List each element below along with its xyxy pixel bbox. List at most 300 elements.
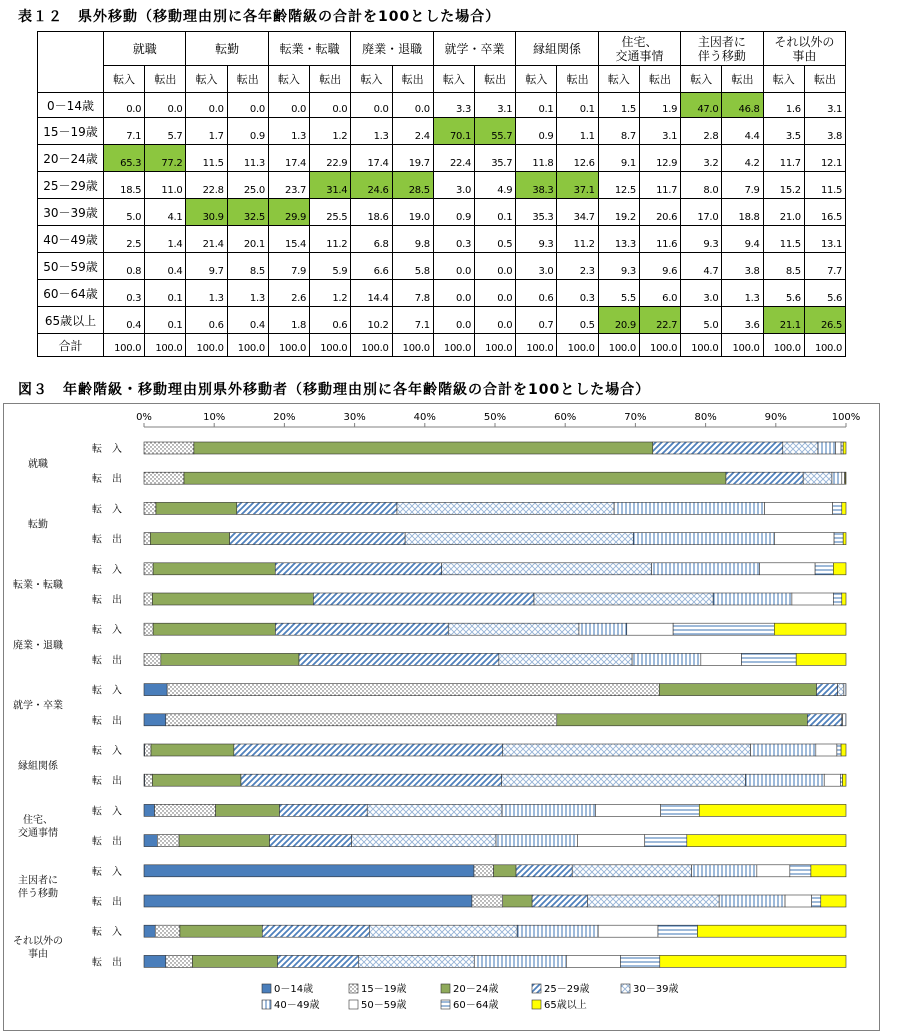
table-cell: 15.2	[763, 172, 804, 199]
group-header-line: 就職	[132, 41, 157, 56]
bar-segment	[843, 533, 846, 545]
bar-segment	[697, 925, 846, 937]
sub-header-out: 転出	[804, 66, 845, 93]
group-header	[681, 32, 763, 66]
table-cell: 3.8	[804, 118, 845, 145]
row-label: 0－14歳	[38, 93, 104, 118]
table-cell: 1.8	[268, 307, 309, 334]
group-header-line: 就学・卒業	[444, 41, 505, 56]
bar-segment	[503, 895, 532, 907]
table-cell: 7.7	[804, 253, 845, 280]
bar-segment	[844, 684, 846, 696]
table-cell: 11.3	[227, 145, 268, 172]
table-cell: 16.5	[804, 199, 845, 226]
table-cell: 77.2	[145, 145, 186, 172]
sub-header-out: 転出	[145, 66, 186, 93]
table-cell: 22.9	[310, 145, 351, 172]
bar-segment	[369, 925, 517, 937]
table-cell: 0.0	[310, 93, 351, 118]
group-label	[13, 699, 63, 712]
table-cell: 9.6	[639, 253, 680, 280]
bar-segment	[155, 925, 180, 937]
bar-segment	[405, 533, 633, 545]
table-cell: 0.6	[516, 280, 557, 307]
x-tick-label: 100%	[831, 412, 861, 423]
bar-segment	[144, 835, 157, 847]
table-cell: 6.8	[351, 226, 392, 253]
bar-segment	[659, 684, 816, 696]
table-cell: 12.9	[639, 145, 680, 172]
table-cell: 1.1	[557, 118, 598, 145]
bar-segment	[824, 774, 840, 786]
bar-segment	[692, 865, 757, 877]
group-label-line: 転業・転職	[13, 579, 63, 591]
bar-segment	[816, 744, 837, 756]
bar-segment	[157, 835, 179, 847]
table-cell: 0.0	[475, 253, 516, 280]
table-cell: 100.0	[516, 334, 557, 357]
stacked-bar	[144, 623, 846, 635]
table-cell: 0.9	[227, 118, 268, 145]
table-cell: 21.1	[763, 307, 804, 334]
sub-header-in: 転入	[351, 66, 392, 93]
stacked-bar	[144, 895, 846, 907]
bar-label: 転 出	[92, 957, 122, 969]
x-tick-label: 0%	[136, 412, 152, 423]
table-cell: 7.1	[392, 307, 433, 334]
group-label	[18, 873, 58, 899]
sub-header-in: 転入	[104, 66, 145, 93]
row-label: 15－19歳	[38, 118, 104, 145]
table-cell: 0.0	[475, 280, 516, 307]
bar-segment	[620, 955, 659, 967]
stacked-bar	[144, 744, 846, 756]
bar-segment	[760, 563, 815, 575]
stacked-bar	[144, 533, 846, 545]
sub-header-out: 転出	[557, 66, 598, 93]
sub-header-out: 転出	[227, 66, 268, 93]
bar-segment	[701, 653, 742, 665]
bar-segment	[234, 744, 503, 756]
table-cell: 9.1	[598, 145, 639, 172]
table-cell: 1.6	[763, 93, 804, 118]
group-label-line: 転勤	[28, 519, 48, 531]
table-cell: 0.4	[145, 253, 186, 280]
bar-segment	[807, 714, 841, 726]
bar-segment	[144, 714, 166, 726]
legend-item	[621, 982, 678, 995]
table-cell: 0.6	[186, 307, 227, 334]
bar-segment	[448, 623, 579, 635]
bar-segment	[144, 502, 156, 514]
legend-label: 20－24歳	[453, 984, 499, 995]
bar-segment	[811, 865, 846, 877]
bar-segment	[572, 865, 691, 877]
table-cell: 5.0	[681, 307, 722, 334]
table-cell: 11.5	[186, 145, 227, 172]
group-header-line: それ以外の	[774, 34, 835, 49]
bar-segment	[833, 593, 841, 605]
table-cell: 19.0	[392, 199, 433, 226]
bar-segment	[818, 442, 836, 454]
bar-label: 転 出	[92, 534, 122, 546]
table-cell: 0.4	[104, 307, 145, 334]
table-cell: 0.5	[475, 226, 516, 253]
table-cell: 100.0	[104, 334, 145, 357]
bar-segment	[764, 502, 832, 514]
bar-segment	[155, 804, 216, 816]
table-cell: 3.6	[722, 307, 763, 334]
table-cell: 1.3	[186, 280, 227, 307]
table-cell: 8.5	[227, 253, 268, 280]
table-cell: 100.0	[392, 334, 433, 357]
group-header-line: 廃業・退職	[362, 41, 423, 56]
group-label-line: それ以外の	[13, 935, 63, 947]
row-label: 合計	[38, 334, 104, 357]
table-cell: 0.0	[186, 93, 227, 118]
table-row	[38, 334, 846, 357]
table-cell: 0.8	[104, 253, 145, 280]
bar-segment	[145, 744, 151, 756]
table-cell: 11.7	[763, 145, 804, 172]
group-label	[18, 814, 58, 839]
table-cell: 30.9	[186, 199, 227, 226]
legend-label: 65歳以上	[544, 1000, 587, 1011]
group-header-line: 転勤	[215, 41, 240, 56]
bar-segment	[144, 653, 161, 665]
table-cell: 100.0	[351, 334, 392, 357]
table-cell: 3.1	[475, 93, 516, 118]
table-cell: 35.3	[516, 199, 557, 226]
bar-segment	[499, 653, 632, 665]
table-cell: 25.0	[227, 172, 268, 199]
bar-segment	[145, 774, 153, 786]
row-label: 30－39歳	[38, 199, 104, 226]
table-cell: 5.6	[804, 280, 845, 307]
bar-segment	[658, 925, 697, 937]
table-cell: 2.8	[681, 118, 722, 145]
bar-segment	[534, 593, 713, 605]
bar-segment	[532, 895, 587, 907]
legend-item	[532, 998, 587, 1011]
table-cell: 9.7	[186, 253, 227, 280]
bar-segment	[144, 865, 474, 877]
group-header	[598, 32, 680, 66]
legend-label: 50－59歳	[361, 1000, 407, 1011]
table-cell: 0.3	[433, 226, 474, 253]
row-label: 20－24歳	[38, 145, 104, 172]
table-cell: 4.2	[722, 145, 763, 172]
table-cell: 100.0	[186, 334, 227, 357]
bar-segment	[835, 442, 841, 454]
stacked-bar	[144, 774, 846, 786]
bar-segment	[516, 865, 572, 877]
table-row	[38, 280, 846, 307]
bar-segment	[792, 593, 833, 605]
bar-segment	[166, 714, 557, 726]
bar-segment	[153, 563, 275, 575]
table-cell: 32.5	[227, 199, 268, 226]
group-label-line: 住宅、	[23, 815, 53, 826]
table-cell: 70.1	[433, 118, 474, 145]
bar-segment	[742, 653, 797, 665]
table-cell: 37.1	[557, 172, 598, 199]
bar-segment	[673, 623, 774, 635]
bar-segment	[785, 895, 812, 907]
table-cell: 20.6	[639, 199, 680, 226]
group-header	[268, 32, 350, 66]
stacked-bar	[144, 925, 846, 937]
table-cell: 1.7	[186, 118, 227, 145]
table-cell: 0.7	[516, 307, 557, 334]
bar-segment	[842, 774, 846, 786]
table-cell: 8.0	[681, 172, 722, 199]
row-label: 25－29歳	[38, 172, 104, 199]
legend	[262, 982, 678, 1011]
group-header	[516, 32, 598, 66]
legend-label: 25－29歳	[544, 984, 590, 995]
legend-item	[441, 998, 498, 1011]
table-cell: 18.6	[351, 199, 392, 226]
bar-segment	[216, 804, 280, 816]
table-cell: 25.5	[310, 199, 351, 226]
x-tick-label: 80%	[694, 412, 717, 423]
table-cell: 4.4	[722, 118, 763, 145]
table-cell: 1.2	[310, 118, 351, 145]
bar-segment	[474, 955, 566, 967]
group-label-line: 就職	[28, 459, 48, 471]
legend-swatch	[532, 1000, 541, 1009]
table-cell: 22.4	[433, 145, 474, 172]
legend-item	[532, 982, 589, 995]
group-label-line: 交通事情	[18, 828, 58, 839]
x-tick-label: 60%	[554, 412, 577, 423]
table-cell: 19.7	[392, 145, 433, 172]
legend-swatch	[621, 984, 630, 993]
bar-segment	[614, 502, 764, 514]
table-cell: 24.6	[351, 172, 392, 199]
table-cell: 5.6	[763, 280, 804, 307]
bar-label: 転 入	[92, 504, 122, 516]
bar-label: 転 入	[92, 444, 122, 455]
table-cell: 21.4	[186, 226, 227, 253]
table-cell: 100.0	[639, 334, 680, 357]
table-cell: 7.9	[268, 253, 309, 280]
bar-segment	[726, 472, 803, 484]
legend-item	[349, 998, 406, 1011]
bar-segment	[837, 744, 841, 756]
bar-segment	[180, 925, 262, 937]
bar-segment	[838, 684, 844, 696]
sub-header-in: 転入	[763, 66, 804, 93]
stacked-bar	[144, 442, 846, 454]
bar-segment	[144, 442, 194, 454]
bar-segment	[275, 623, 448, 635]
table-cell: 0.9	[516, 118, 557, 145]
bar-segment	[840, 774, 842, 786]
bar-segment	[803, 472, 832, 484]
table-cell: 31.4	[310, 172, 351, 199]
bar-segment	[397, 502, 614, 514]
table-cell: 17.4	[351, 145, 392, 172]
bar-segment	[842, 714, 846, 726]
table-cell: 38.3	[516, 172, 557, 199]
x-axis	[136, 412, 860, 427]
bar-segment	[352, 835, 496, 847]
bar-segment	[237, 502, 397, 514]
bar-segment	[152, 593, 313, 605]
table-cell: 28.5	[392, 172, 433, 199]
bar-label: 転 出	[92, 655, 122, 667]
bar-segment	[144, 684, 167, 696]
table-cell: 12.6	[557, 145, 598, 172]
bar-segment	[144, 895, 472, 907]
x-tick-label: 40%	[413, 412, 436, 423]
bar-segment	[557, 714, 808, 726]
table-heading: 表１２ 県外移動（移動理由別に各年齢階級の合計を100とした場合）	[18, 9, 501, 25]
bar-segment	[358, 955, 474, 967]
table-cell: 47.0	[681, 93, 722, 118]
group-header-line: 伴う移動	[697, 48, 746, 63]
bar-segment	[577, 835, 644, 847]
table-cell: 2.4	[392, 118, 433, 145]
legend-label: 0－14歳	[274, 984, 314, 995]
stacked-bar	[144, 684, 846, 696]
bar-segment	[842, 502, 846, 514]
bar-segment	[783, 442, 818, 454]
table-cell: 65.3	[104, 145, 145, 172]
table-cell: 19.2	[598, 199, 639, 226]
bar-segment	[821, 895, 846, 907]
bar-segment	[845, 472, 846, 484]
bar-segment	[166, 955, 193, 967]
stats-table	[37, 31, 846, 357]
sub-header-in: 転入	[516, 66, 557, 93]
row-label: 50－59歳	[38, 253, 104, 280]
table-cell: 11.5	[804, 172, 845, 199]
bar-segment	[817, 684, 838, 696]
group-label	[13, 578, 63, 591]
bar-segment	[774, 623, 846, 635]
table-cell: 0.0	[227, 93, 268, 118]
group-label	[28, 518, 48, 531]
table-cell: 0.1	[475, 199, 516, 226]
table-cell: 3.2	[681, 145, 722, 172]
legend-item	[349, 982, 406, 995]
table-cell: 5.9	[310, 253, 351, 280]
figure-frame	[3, 403, 880, 1031]
table-cell: 0.9	[433, 199, 474, 226]
group-header	[763, 32, 845, 66]
table-cell: 21.0	[763, 199, 804, 226]
group-label-line: 就学・卒業	[13, 700, 63, 712]
sub-header-out: 転出	[310, 66, 351, 93]
table-cell: 11.5	[763, 226, 804, 253]
table-row	[38, 118, 846, 145]
table-cell: 0.1	[145, 280, 186, 307]
table-cell: 13.3	[598, 226, 639, 253]
table-cell: 46.8	[722, 93, 763, 118]
bar-segment	[502, 804, 595, 816]
bar-segment	[652, 563, 760, 575]
bar-segment	[278, 955, 359, 967]
stacked-bar	[144, 714, 846, 726]
bar-segment	[167, 684, 659, 696]
bar-segment	[653, 442, 783, 454]
x-tick-label: 30%	[343, 412, 366, 423]
table-cell: 15.4	[268, 226, 309, 253]
table-cell: 1.3	[268, 118, 309, 145]
bar-segment	[279, 804, 367, 816]
bar-segment	[144, 804, 155, 816]
bar-segment	[153, 623, 275, 635]
table-cell: 8.5	[763, 253, 804, 280]
bar-segment	[270, 835, 352, 847]
group-header	[351, 32, 433, 66]
x-tick-label: 70%	[624, 412, 647, 423]
group-header-line: 事由	[792, 48, 817, 63]
table-cell: 9.4	[722, 226, 763, 253]
table-cell: 100.0	[557, 334, 598, 357]
sub-header-out: 転出	[639, 66, 680, 93]
table-cell: 35.7	[475, 145, 516, 172]
bar-segment	[230, 533, 406, 545]
table-cell: 1.3	[227, 280, 268, 307]
table-cell: 20.9	[598, 307, 639, 334]
x-tick-label: 90%	[764, 412, 787, 423]
table-cell: 34.7	[557, 199, 598, 226]
table-cell: 0.3	[104, 280, 145, 307]
bar-label: 転 入	[92, 927, 122, 939]
table-cell: 1.4	[145, 226, 186, 253]
bar-segment	[472, 895, 503, 907]
table-cell: 0.0	[392, 93, 433, 118]
sub-header-out: 転出	[392, 66, 433, 93]
bar-segment	[313, 593, 534, 605]
table-cell: 0.0	[433, 280, 474, 307]
table-cell: 9.3	[681, 226, 722, 253]
group-label	[13, 638, 63, 651]
table-cell: 11.2	[557, 226, 598, 253]
table-row	[38, 93, 846, 118]
table-cell: 8.7	[598, 118, 639, 145]
legend-item	[262, 982, 313, 995]
bar-segment	[598, 925, 658, 937]
bar-label: 転 出	[92, 897, 122, 908]
table-cell: 23.7	[268, 172, 309, 199]
table-cell: 0.0	[475, 307, 516, 334]
bar-segment	[774, 533, 834, 545]
bar-segment	[161, 653, 299, 665]
bar-segment	[832, 472, 842, 484]
table-cell: 18.8	[722, 199, 763, 226]
bar-segment	[842, 472, 845, 484]
sub-header-out: 転出	[475, 66, 516, 93]
group-label	[13, 934, 63, 960]
table-cell: 100.0	[681, 334, 722, 357]
stacked-bar	[144, 955, 846, 967]
stacked-bar	[144, 472, 846, 484]
stacked-bar	[144, 563, 846, 575]
bar-segment	[299, 653, 499, 665]
legend-swatch	[349, 984, 358, 993]
bar-segment	[661, 804, 700, 816]
legend-label: 40－49歳	[274, 1000, 320, 1011]
table-cell: 11.0	[145, 172, 186, 199]
table-cell: 2.6	[268, 280, 309, 307]
table-cell: 11.8	[516, 145, 557, 172]
bar-label: 転 出	[92, 715, 122, 727]
